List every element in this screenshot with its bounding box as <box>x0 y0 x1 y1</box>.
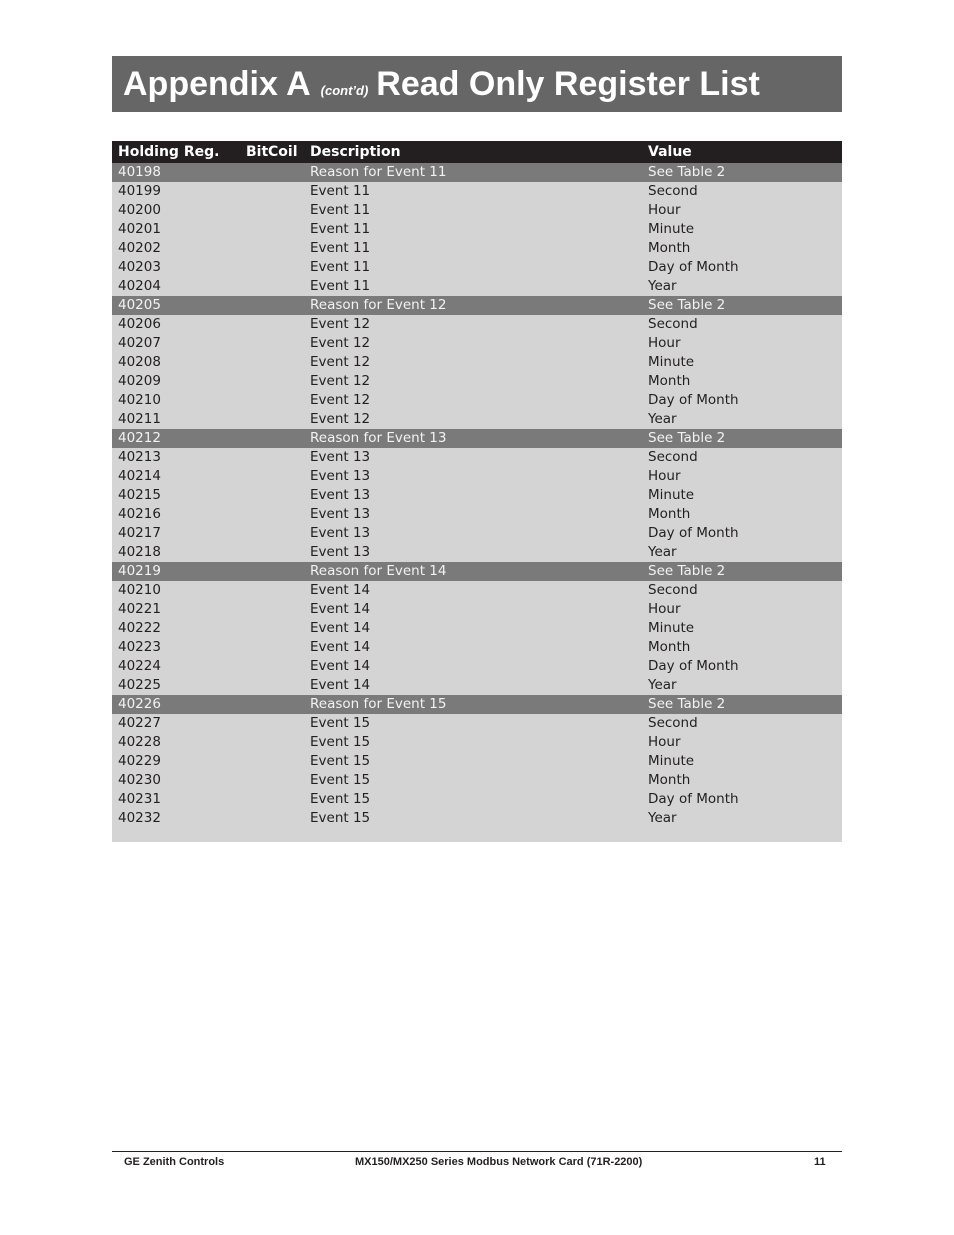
cell-holding-reg: 40217 <box>112 524 240 543</box>
cell-value: Minute <box>642 752 842 771</box>
cell-value: Hour <box>642 733 842 752</box>
cell-coil <box>268 296 304 315</box>
padding-cell <box>642 828 842 842</box>
cell-description: Reason for Event 13 <box>304 429 642 448</box>
cell-value: See Table 2 <box>642 562 842 581</box>
padding-cell <box>112 828 240 842</box>
cell-holding-reg: 40218 <box>112 543 240 562</box>
cell-coil <box>268 543 304 562</box>
cell-value: Minute <box>642 220 842 239</box>
cell-bit <box>240 334 268 353</box>
cell-coil <box>268 220 304 239</box>
table-row <box>112 429 842 448</box>
cell-holding-reg: 40207 <box>112 334 240 353</box>
cell-value: Day of Month <box>642 258 842 277</box>
cell-holding-reg: 40209 <box>112 372 240 391</box>
cell-bit <box>240 258 268 277</box>
cell-value: Month <box>642 771 842 790</box>
cell-description: Event 13 <box>304 486 642 505</box>
cell-bit <box>240 296 268 315</box>
cell-description: Reason for Event 15 <box>304 695 642 714</box>
page-title: Appendix A <box>123 65 311 103</box>
footer-company: GE Zenith Controls <box>124 1156 225 1168</box>
cell-bit <box>240 543 268 562</box>
cell-bit <box>240 524 268 543</box>
cell-holding-reg: 40228 <box>112 733 240 752</box>
cell-coil <box>268 752 304 771</box>
cell-description: Event 12 <box>304 315 642 334</box>
cell-holding-reg: 40225 <box>112 676 240 695</box>
cell-coil <box>268 790 304 809</box>
cell-coil <box>268 562 304 581</box>
cell-description: Event 11 <box>304 201 642 220</box>
cell-value: See Table 2 <box>642 296 842 315</box>
cell-coil <box>268 182 304 201</box>
cell-coil <box>268 771 304 790</box>
cell-coil <box>268 638 304 657</box>
cell-description: Event 13 <box>304 467 642 486</box>
register-table <box>112 141 842 842</box>
cell-description: Event 13 <box>304 505 642 524</box>
cell-bit <box>240 714 268 733</box>
cell-coil <box>268 676 304 695</box>
cell-holding-reg: 40212 <box>112 429 240 448</box>
cell-coil <box>268 714 304 733</box>
cell-holding-reg: 40227 <box>112 714 240 733</box>
table-bottom-padding <box>112 828 842 842</box>
cell-holding-reg: 40198 <box>112 163 240 182</box>
table-row <box>112 372 842 391</box>
cell-description: Event 11 <box>304 239 642 258</box>
cell-bit <box>240 277 268 296</box>
cell-coil <box>268 448 304 467</box>
cell-bit <box>240 467 268 486</box>
cell-value: Hour <box>642 334 842 353</box>
cell-description: Reason for Event 11 <box>304 163 642 182</box>
table-row <box>112 790 842 809</box>
cell-value: Year <box>642 277 842 296</box>
cell-description: Event 12 <box>304 372 642 391</box>
col-header-coil: Coil <box>268 141 304 163</box>
table-row <box>112 771 842 790</box>
page-title-bar <box>112 56 842 112</box>
cell-holding-reg: 40211 <box>112 410 240 429</box>
table-row <box>112 315 842 334</box>
cell-value: See Table 2 <box>642 695 842 714</box>
cell-holding-reg: 40205 <box>112 296 240 315</box>
cell-bit <box>240 391 268 410</box>
cell-description: Event 14 <box>304 600 642 619</box>
footer-document-title: MX150/MX250 Series Modbus Network Card (71R-2200) <box>355 1156 643 1168</box>
cell-coil <box>268 581 304 600</box>
cell-description: Event 13 <box>304 543 642 562</box>
cell-bit <box>240 600 268 619</box>
cell-description: Event 15 <box>304 809 642 828</box>
cell-value: Day of Month <box>642 391 842 410</box>
cell-bit <box>240 771 268 790</box>
cell-bit <box>240 733 268 752</box>
cell-holding-reg: 40232 <box>112 809 240 828</box>
cell-coil <box>268 505 304 524</box>
cell-description: Event 14 <box>304 619 642 638</box>
cell-bit <box>240 372 268 391</box>
cell-value: Hour <box>642 467 842 486</box>
table-row <box>112 809 842 828</box>
cell-value: Day of Month <box>642 657 842 676</box>
cell-value: Year <box>642 809 842 828</box>
cell-description: Event 11 <box>304 182 642 201</box>
cell-coil <box>268 277 304 296</box>
cell-holding-reg: 40229 <box>112 752 240 771</box>
cell-holding-reg: 40215 <box>112 486 240 505</box>
cell-holding-reg: 40223 <box>112 638 240 657</box>
cell-coil <box>268 410 304 429</box>
cell-holding-reg: 40221 <box>112 600 240 619</box>
table-row <box>112 638 842 657</box>
cell-value: Hour <box>642 201 842 220</box>
table-row <box>112 391 842 410</box>
cell-holding-reg: 40214 <box>112 467 240 486</box>
cell-holding-reg: 40222 <box>112 619 240 638</box>
table-row <box>112 676 842 695</box>
cell-description: Event 11 <box>304 277 642 296</box>
cell-value: Year <box>642 410 842 429</box>
cell-value: Hour <box>642 600 842 619</box>
cell-coil <box>268 163 304 182</box>
cell-value: Month <box>642 239 842 258</box>
cell-bit <box>240 790 268 809</box>
table-row <box>112 600 842 619</box>
cell-coil <box>268 353 304 372</box>
table-row <box>112 524 842 543</box>
cell-holding-reg: 40231 <box>112 790 240 809</box>
title-continued-note: (cont’d) <box>320 83 369 98</box>
cell-holding-reg: 40216 <box>112 505 240 524</box>
cell-description: Event 11 <box>304 258 642 277</box>
cell-bit <box>240 201 268 220</box>
cell-value: Month <box>642 638 842 657</box>
cell-value: See Table 2 <box>642 429 842 448</box>
cell-description: Event 14 <box>304 676 642 695</box>
cell-coil <box>268 467 304 486</box>
cell-bit <box>240 182 268 201</box>
table-row <box>112 562 842 581</box>
cell-description: Event 12 <box>304 391 642 410</box>
cell-coil <box>268 733 304 752</box>
cell-coil <box>268 695 304 714</box>
cell-coil <box>268 619 304 638</box>
cell-holding-reg: 40210 <box>112 581 240 600</box>
cell-bit <box>240 657 268 676</box>
table-row <box>112 486 842 505</box>
table-row <box>112 695 842 714</box>
cell-coil <box>268 201 304 220</box>
padding-cell <box>240 828 268 842</box>
table-row <box>112 353 842 372</box>
cell-description: Event 11 <box>304 220 642 239</box>
cell-bit <box>240 410 268 429</box>
cell-value: Day of Month <box>642 790 842 809</box>
cell-coil <box>268 524 304 543</box>
table-row <box>112 733 842 752</box>
cell-holding-reg: 40213 <box>112 448 240 467</box>
page-subtitle: Read Only Register List <box>376 65 760 103</box>
cell-description: Event 15 <box>304 714 642 733</box>
cell-description: Event 12 <box>304 410 642 429</box>
cell-value: Second <box>642 581 842 600</box>
cell-value: Minute <box>642 486 842 505</box>
cell-coil <box>268 809 304 828</box>
cell-holding-reg: 40203 <box>112 258 240 277</box>
footer-page-number: 11 <box>814 1156 826 1168</box>
cell-value: Minute <box>642 619 842 638</box>
cell-bit <box>240 581 268 600</box>
cell-value: Minute <box>642 353 842 372</box>
cell-value: Second <box>642 182 842 201</box>
cell-bit <box>240 315 268 334</box>
cell-description: Reason for Event 14 <box>304 562 642 581</box>
cell-description: Event 15 <box>304 790 642 809</box>
cell-holding-reg: 40230 <box>112 771 240 790</box>
cell-value: Month <box>642 372 842 391</box>
table-row <box>112 505 842 524</box>
cell-holding-reg: 40226 <box>112 695 240 714</box>
cell-holding-reg: 40219 <box>112 562 240 581</box>
cell-description: Event 12 <box>304 353 642 372</box>
cell-value: Second <box>642 315 842 334</box>
col-header-description: Description <box>304 141 642 163</box>
cell-coil <box>268 657 304 676</box>
padding-cell <box>304 828 642 842</box>
table-row <box>112 752 842 771</box>
cell-holding-reg: 40202 <box>112 239 240 258</box>
cell-holding-reg: 40208 <box>112 353 240 372</box>
cell-coil <box>268 600 304 619</box>
cell-description: Event 13 <box>304 524 642 543</box>
cell-bit <box>240 505 268 524</box>
cell-holding-reg: 40206 <box>112 315 240 334</box>
cell-value: Second <box>642 714 842 733</box>
cell-holding-reg: 40204 <box>112 277 240 296</box>
cell-bit <box>240 676 268 695</box>
col-header-value: Value <box>642 141 842 163</box>
table-row <box>112 296 842 315</box>
cell-value: See Table 2 <box>642 163 842 182</box>
table-row <box>112 657 842 676</box>
cell-bit <box>240 239 268 258</box>
table-row <box>112 543 842 562</box>
cell-bit <box>240 809 268 828</box>
cell-coil <box>268 391 304 410</box>
table-row <box>112 239 842 258</box>
cell-description: Event 14 <box>304 657 642 676</box>
cell-bit <box>240 752 268 771</box>
cell-bit <box>240 695 268 714</box>
cell-coil <box>268 334 304 353</box>
cell-description: Event 14 <box>304 581 642 600</box>
footer-divider <box>112 1151 842 1152</box>
cell-description: Event 15 <box>304 771 642 790</box>
cell-value: Month <box>642 505 842 524</box>
cell-bit <box>240 562 268 581</box>
table-row <box>112 334 842 353</box>
table-row <box>112 581 842 600</box>
cell-bit <box>240 353 268 372</box>
col-header-bit: Bit <box>240 141 268 163</box>
cell-description: Event 12 <box>304 334 642 353</box>
cell-holding-reg: 40200 <box>112 201 240 220</box>
cell-value: Second <box>642 448 842 467</box>
table-row <box>112 182 842 201</box>
cell-bit <box>240 220 268 239</box>
table-row <box>112 467 842 486</box>
table-header-row <box>112 141 842 163</box>
cell-holding-reg: 40199 <box>112 182 240 201</box>
table-row <box>112 277 842 296</box>
cell-bit <box>240 486 268 505</box>
cell-description: Reason for Event 12 <box>304 296 642 315</box>
cell-value: Year <box>642 676 842 695</box>
cell-description: Event 14 <box>304 638 642 657</box>
cell-bit <box>240 619 268 638</box>
cell-bit <box>240 638 268 657</box>
cell-description: Event 15 <box>304 752 642 771</box>
cell-description: Event 13 <box>304 448 642 467</box>
table-row <box>112 163 842 182</box>
cell-coil <box>268 258 304 277</box>
cell-coil <box>268 486 304 505</box>
cell-coil <box>268 239 304 258</box>
cell-bit <box>240 429 268 448</box>
cell-coil <box>268 429 304 448</box>
table-row <box>112 220 842 239</box>
table-body <box>112 163 842 842</box>
table-row <box>112 619 842 638</box>
padding-cell <box>268 828 304 842</box>
cell-bit <box>240 163 268 182</box>
col-header-holding-reg: Holding Reg. <box>112 141 240 163</box>
cell-description: Event 15 <box>304 733 642 752</box>
cell-holding-reg: 40201 <box>112 220 240 239</box>
cell-holding-reg: 40224 <box>112 657 240 676</box>
cell-value: Year <box>642 543 842 562</box>
table-row <box>112 258 842 277</box>
table-row <box>112 714 842 733</box>
cell-bit <box>240 448 268 467</box>
table-row <box>112 410 842 429</box>
cell-coil <box>268 372 304 391</box>
table-row <box>112 448 842 467</box>
cell-coil <box>268 315 304 334</box>
cell-value: Day of Month <box>642 524 842 543</box>
table-row <box>112 201 842 220</box>
cell-holding-reg: 40210 <box>112 391 240 410</box>
